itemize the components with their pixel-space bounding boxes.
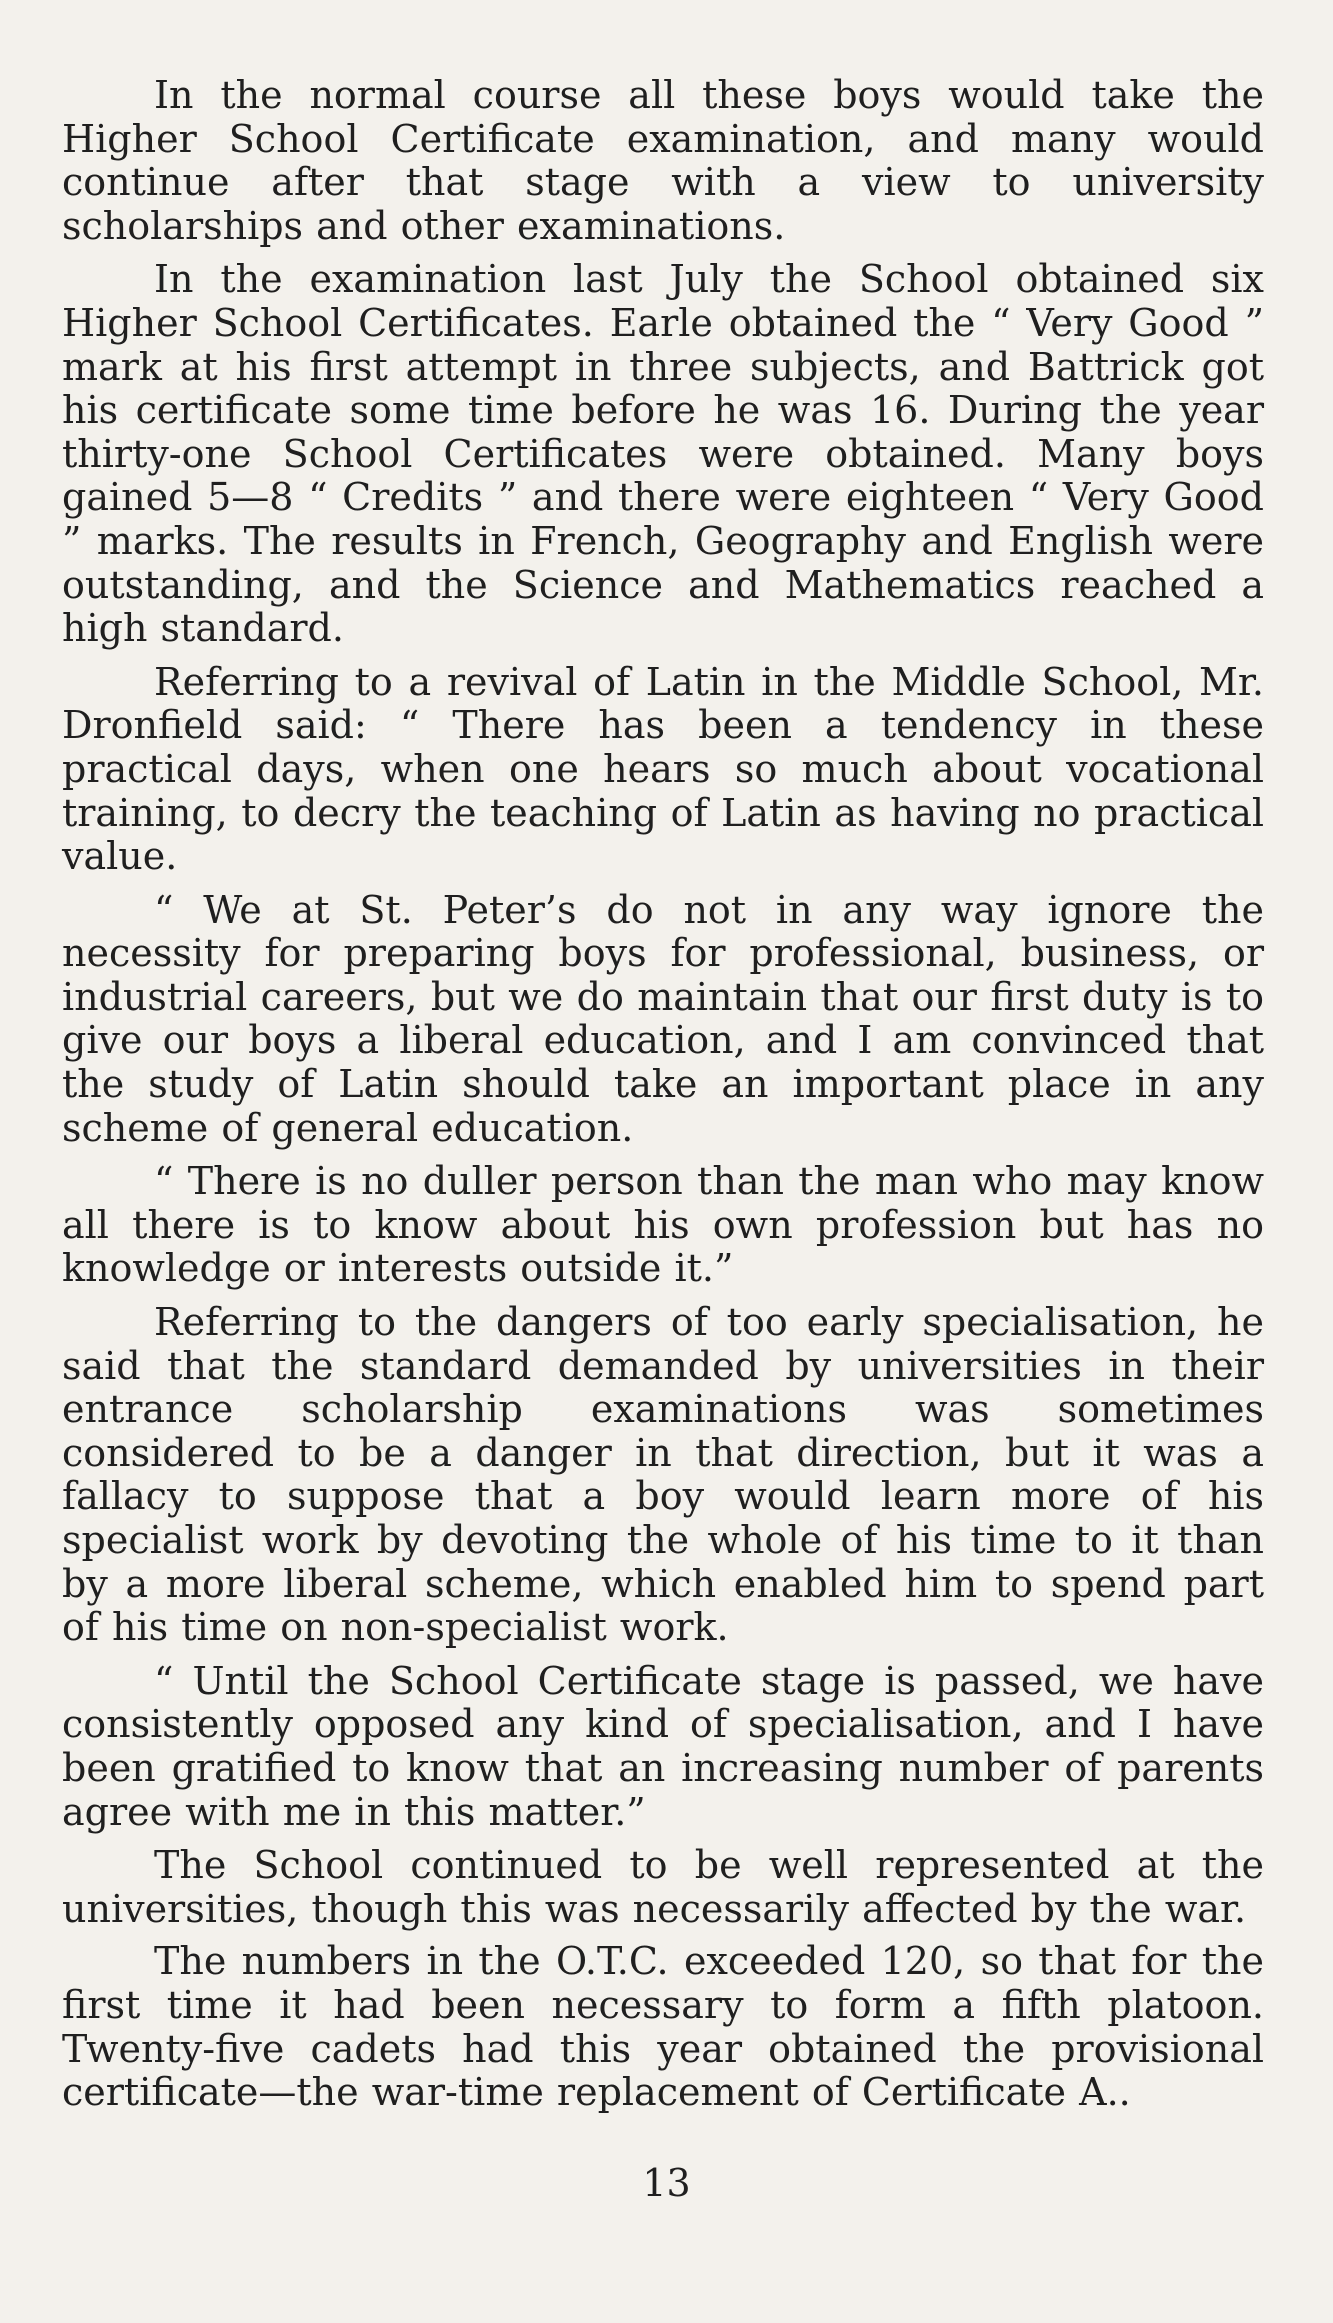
paragraph-latin-revival: Referring to a revival of Latin in the Middle School, Mr. Dronfield said: “ There has been a tendency in these practical days, when one hears so much about vocational training, to decry the teaching of Latin as having no practical value. — [62, 659, 1264, 879]
page-number: 13 — [642, 2161, 691, 2205]
paragraph-liberal-education: “ We at St. Peter’s do not in any way ignore the necessity for preparing boys for professional, business, or industrial careers, but we do maintain that our first duty is to give our boys a liberal education, and I am convinced that the study of Latin should take an important place in any scheme of general education. — [62, 887, 1264, 1150]
paragraph-otc-numbers: The numbers in the O.T.C. exceeded 120, so that for the first time it had been necessary to form a fifth platoon. Twenty-five cadets had this year obtained the provisional certificate—the war-time replacement of Certificate A.. — [62, 1939, 1264, 2115]
paragraph-higher-school-certificate: In the normal course all these boys would take the Higher School Certificate examination, and many would continue after that stage with a view to university scholarships and other examinations. — [62, 73, 1264, 248]
paragraph-duller-person-quote: “ There is no duller person than the man who may know all there is to know about his own profession but has no knowledge or interests outside it.” — [62, 1159, 1264, 1291]
paragraph-examination-results: In the examination last July the School obtained six Higher School Certificates. Earle obtained the “ Very Good ” mark at his first attempt in three subjects, and Battrick got his certificate some time before he was 16. During the year thirty-one School Certificates were obtained. Many boys gained 5—8 “ Credits ” and there were eighteen “ Very Good ” marks. The results in French, Geography and English were outstanding, and the Science and Mathematics reached a high standard. — [62, 257, 1264, 651]
paragraph-school-certificate-stage: “ Until the School Certificate stage is passed, we have consistently opposed any kind of specialisation, and I have been gratified to know that an increasing number of parents agree with me in this matter.” — [62, 1658, 1264, 1834]
paragraph-universities: The School continued to be well represented at the universities, though this was necessarily affected by the war. — [62, 1843, 1264, 1931]
paragraph-specialisation-dangers: Referring to the dangers of too early specialisation, he said that the standard demanded by universities in their entrance scholarship examinations was sometimes considered to be a danger in that direction, but it was a fallacy to suppose that a boy would learn more of his specialist work by devoting the whole of his time to it than by a more liberal scheme, which enabled him to spend part of his time on non-specialist work. — [62, 1300, 1264, 1650]
page-body — [62, 74, 1264, 2125]
